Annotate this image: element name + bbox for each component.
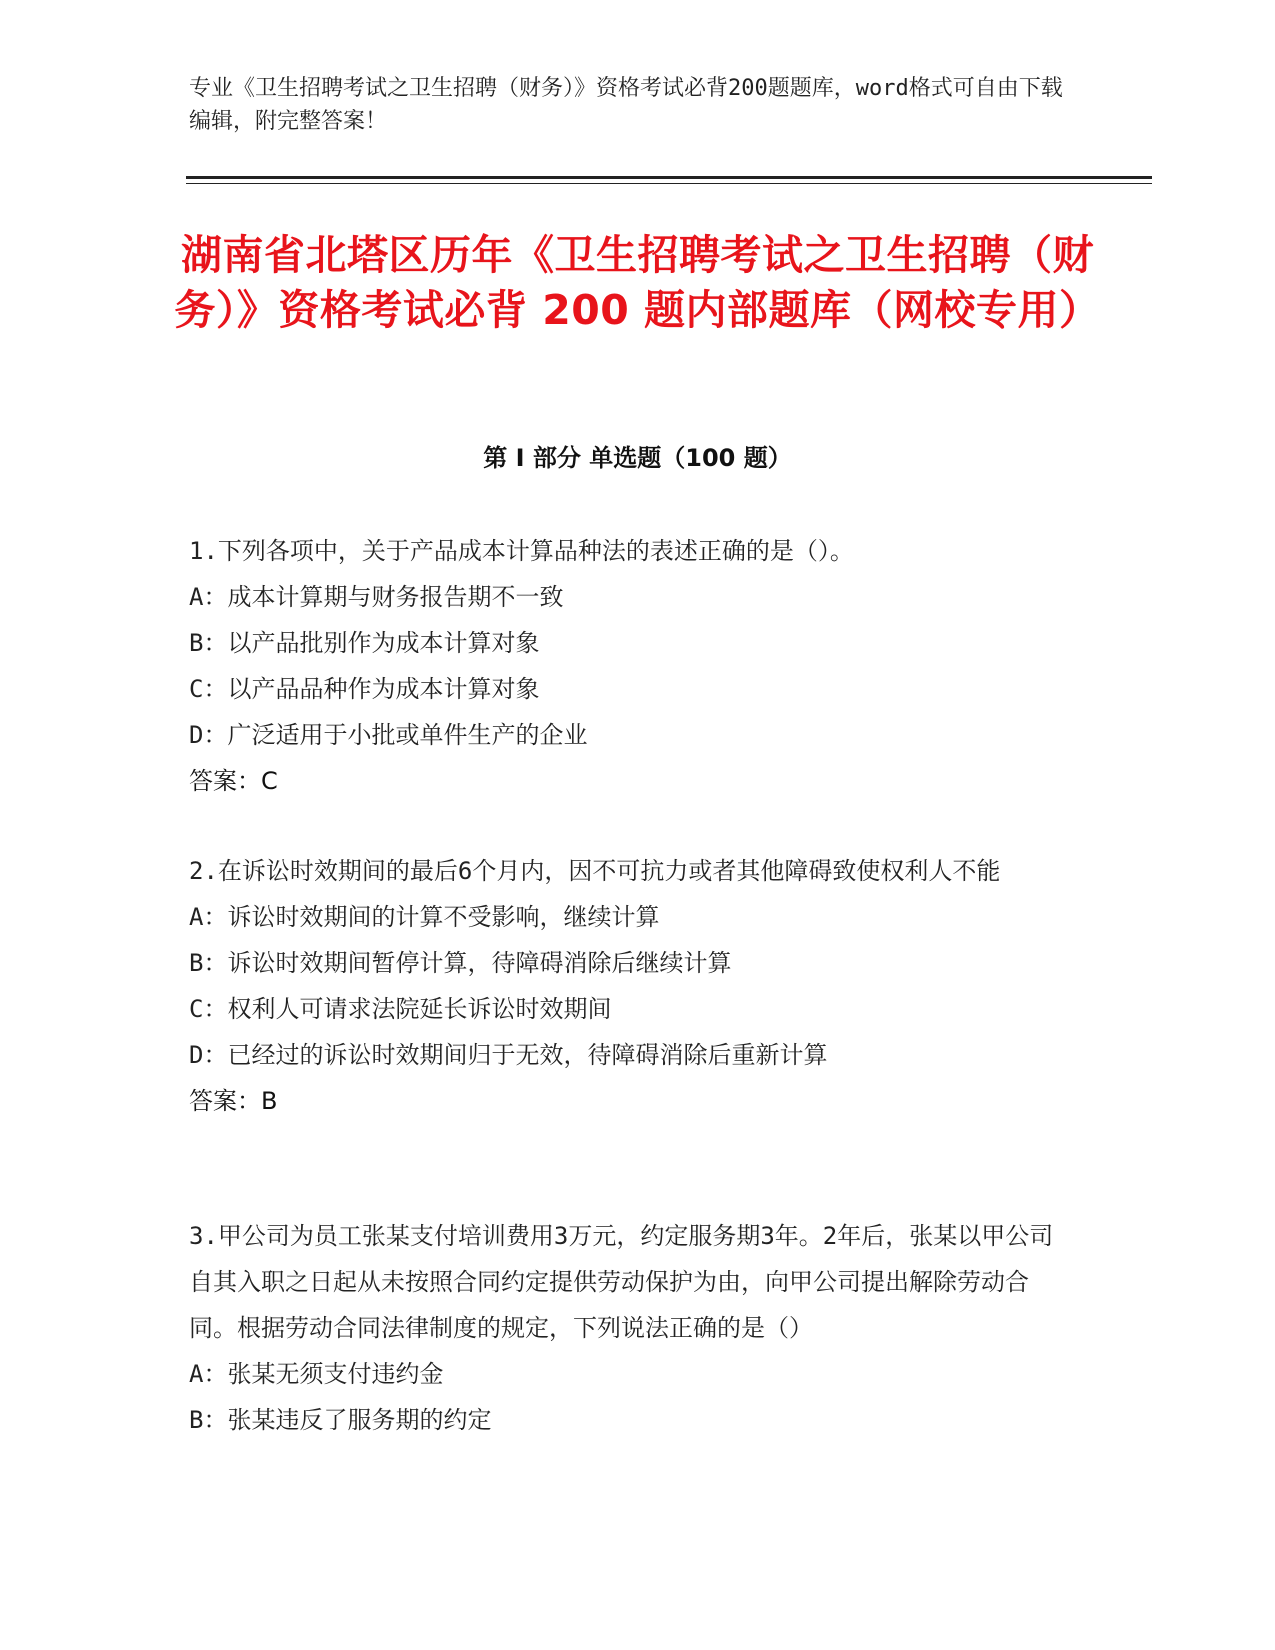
header-note: 专业《卫生招聘考试之卫生招聘（财务）》资格考试必背200题题库，word格式可自由下载编辑，附完整答案！	[189, 76, 1063, 134]
header-divider-thick	[186, 176, 1152, 179]
question-stem: 1.下列各项中，关于产品成本计算品种法的表述正确的是（）。	[189, 537, 854, 565]
section-heading: 第 I 部分 单选题（100 题）	[483, 444, 792, 472]
option-a: A：诉讼时效期间的计算不受影响，继续计算	[189, 903, 660, 931]
header-divider-thin	[186, 183, 1152, 184]
option-b: B：诉讼时效期间暂停计算，待障碍消除后继续计算	[189, 949, 732, 977]
question-2	[189, 848, 1069, 1124]
question-1	[189, 528, 1069, 804]
option-a: A：成本计算期与财务报告期不一致	[189, 583, 564, 611]
option-d: D：广泛适用于小批或单件生产的企业	[189, 721, 588, 749]
question-stem: 2.在诉讼时效期间的最后6个月内，因不可抗力或者其他障碍致使权利人不能	[189, 857, 1001, 885]
option-b: B：张某违反了服务期的约定	[189, 1406, 492, 1434]
answer: 答案：C	[189, 767, 278, 795]
option-b: B：以产品批别作为成本计算对象	[189, 629, 540, 657]
option-a: A：张某无须支付违约金	[189, 1360, 444, 1388]
answer: 答案：B	[189, 1087, 278, 1115]
option-c: C：以产品品种作为成本计算对象	[189, 675, 540, 703]
option-c: C：权利人可请求法院延长诉讼时效期间	[189, 995, 612, 1023]
document-title: 湖南省北塔区历年《卫生招聘考试之卫生招聘（财务）》资格考试必背 200 题内部题库（网校专用）	[174, 231, 1101, 334]
option-d: D：已经过的诉讼时效期间归于无效，待障碍消除后重新计算	[189, 1041, 828, 1069]
question-stem: 3.甲公司为员工张某支付培训费用3万元，约定服务期3年。2年后，张某以甲公司自其入职之日起从未按照合同约定提供劳动保护为由，向甲公司提出解除劳动合同。根据劳动合同法律制度的规定，下列说法正确的是（）	[189, 1222, 1054, 1342]
question-3	[189, 1213, 1069, 1443]
